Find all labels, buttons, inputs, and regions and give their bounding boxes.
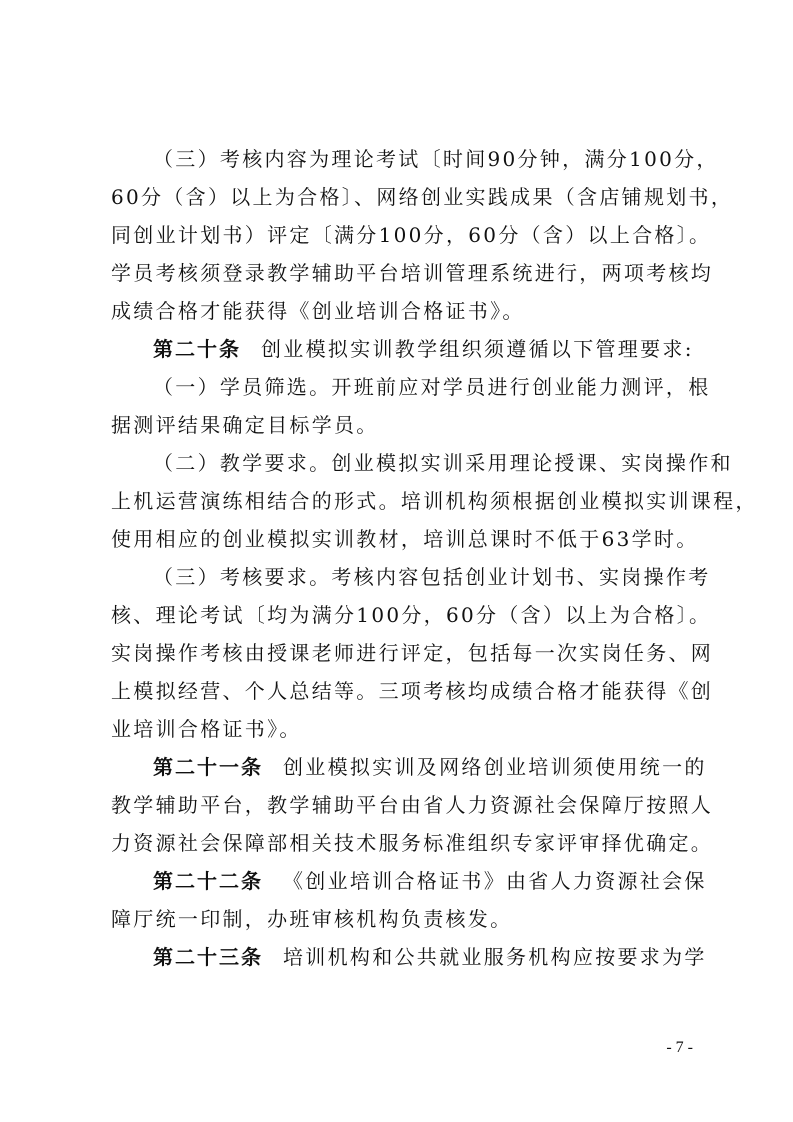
text-line: 业培训合格证书》。 (111, 717, 302, 741)
article-label: 第二十一条 (153, 755, 263, 779)
text-line: 教学辅助平台，教学辅助平台由省人力资源社会保障厅按照人 (111, 793, 714, 817)
text-line: 使用相应的创业模拟实训教材，培训总课时不低于63学时。 (111, 527, 699, 551)
text-line: 核、理论考试〔均为满分100分，60分（含）以上为合格〕。 (111, 603, 712, 627)
article-label: 第二十二条 (153, 869, 263, 893)
article-20 (153, 331, 694, 367)
article-label: 第二十三条 (153, 945, 263, 969)
article-text: 创业模拟实训及网络创业培训须使用统一的 (283, 755, 707, 779)
page-number: - 7 - (666, 1039, 693, 1056)
text-line: 障厅统一印制，办班审核机构负责核发。 (111, 907, 513, 931)
text-line: 60分（含）以上为合格〕、网络创业实践成果（含店铺规划书， (111, 185, 734, 209)
text-line: 上模拟经营、个人总结等。三项考核均成绩合格才能获得《创 (111, 679, 714, 703)
text-line: （三）考核内容为理论考试〔时间90分钟，满分100分， (153, 147, 719, 171)
article-22 (153, 863, 707, 899)
text-line: 学员考核须登录教学辅助平台培训管理系统进行，两项考核均 (111, 261, 714, 285)
article-text: 《创业培训合格证书》由省人力资源社会保 (283, 869, 707, 893)
text-line: 据测评结果确定目标学员。 (111, 413, 379, 437)
text-line: （三）考核要求。考核内容包括创业计划书、实岗操作考 (153, 565, 711, 589)
article-23 (153, 939, 707, 975)
text-line: 同创业计划书）评定〔满分100分，60分（含）以上合格〕。 (111, 223, 712, 247)
text-line: （一）学员筛选。开班前应对学员进行创业能力测评，根 (153, 375, 711, 399)
text-line: 上机运营演练相结合的形式。培训机构须根据创业模拟实训课程， (111, 489, 758, 513)
text-line: 实岗操作考核由授课老师进行评定，包括每一次实岗任务、网 (111, 641, 714, 665)
article-21 (153, 749, 707, 785)
text-line: 成绩合格才能获得《创业培训合格证书》。 (111, 299, 525, 323)
article-text: 培训机构和公共就业服务机构应按要求为学 (283, 945, 707, 969)
text-line: （二）教学要求。创业模拟实训采用理论授课、实岗操作和 (153, 451, 733, 475)
text-line: 力资源社会保障部相关技术服务标准组织专家评审择优确定。 (111, 831, 714, 855)
article-text: 创业模拟实训教学组织须遵循以下管理要求: (261, 337, 694, 361)
article-label: 第二十条 (153, 337, 241, 361)
